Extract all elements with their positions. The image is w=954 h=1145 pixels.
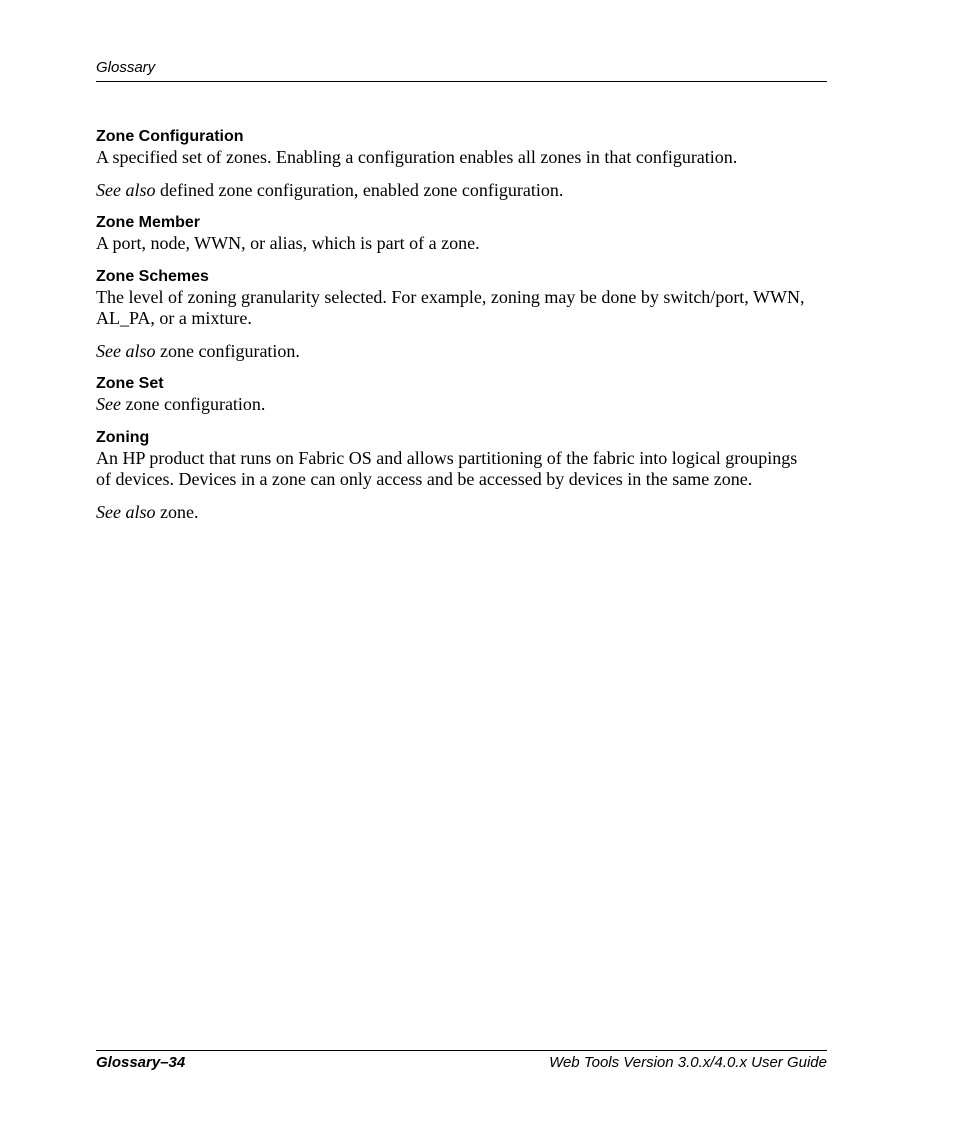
glossary-definition: A specified set of zones. Enabling a configuration enables all zones in that configuration.: [96, 147, 738, 167]
see-also-reference: [96, 502, 816, 524]
see-also-reference: [96, 180, 816, 202]
glossary-term: Zone Set: [96, 375, 164, 392]
glossary-entry-zone-configuration: [96, 127, 816, 201]
see-also-text: defined zone configuration, enabled zone configuration.: [155, 179, 564, 200]
book-title: Web Tools Version 3.0.x/4.0.x User Guide: [549, 1054, 827, 1071]
page-header: [96, 59, 827, 82]
glossary-term: Zoning: [96, 428, 150, 446]
see-text: zone configuration.: [120, 394, 266, 414]
glossary-term: Zone Schemes: [96, 267, 209, 285]
see-also-text: zone configuration.: [155, 340, 300, 361]
see-also-reference: [96, 341, 816, 363]
glossary-content: [96, 127, 816, 535]
see-label: See: [96, 394, 121, 414]
see-also-label: See also: [96, 340, 156, 361]
see-reference: [96, 394, 816, 416]
glossary-entry-zoning: [96, 428, 816, 524]
see-also-text: zone.: [155, 501, 199, 522]
see-also-label: See also: [96, 501, 156, 522]
glossary-definition: A port, node, WWN, or alias, which is part of a zone.: [96, 233, 480, 253]
page-number: Glossary–34: [96, 1054, 186, 1071]
glossary-entry-zone-set: [96, 374, 816, 416]
glossary-definition: The level of zoning granularity selected. For example, zoning may be done by switch/port, WWN, AL_PA, or a mixture.: [96, 286, 805, 328]
page-footer: [96, 1050, 827, 1072]
glossary-term: Zone Member: [96, 214, 201, 231]
glossary-definition: An HP product that runs on Fabric OS and allows partitioning of the fabric into logical groupings of devices. Devices in a zone can only access and be accessed by devices in the same zone.: [96, 447, 798, 489]
glossary-term: Zone Configuration: [96, 128, 244, 145]
see-also-label: See also: [96, 179, 156, 200]
running-title: Glossary: [96, 59, 156, 76]
glossary-entry-zone-member: [96, 213, 816, 255]
glossary-entry-zone-schemes: [96, 267, 816, 363]
